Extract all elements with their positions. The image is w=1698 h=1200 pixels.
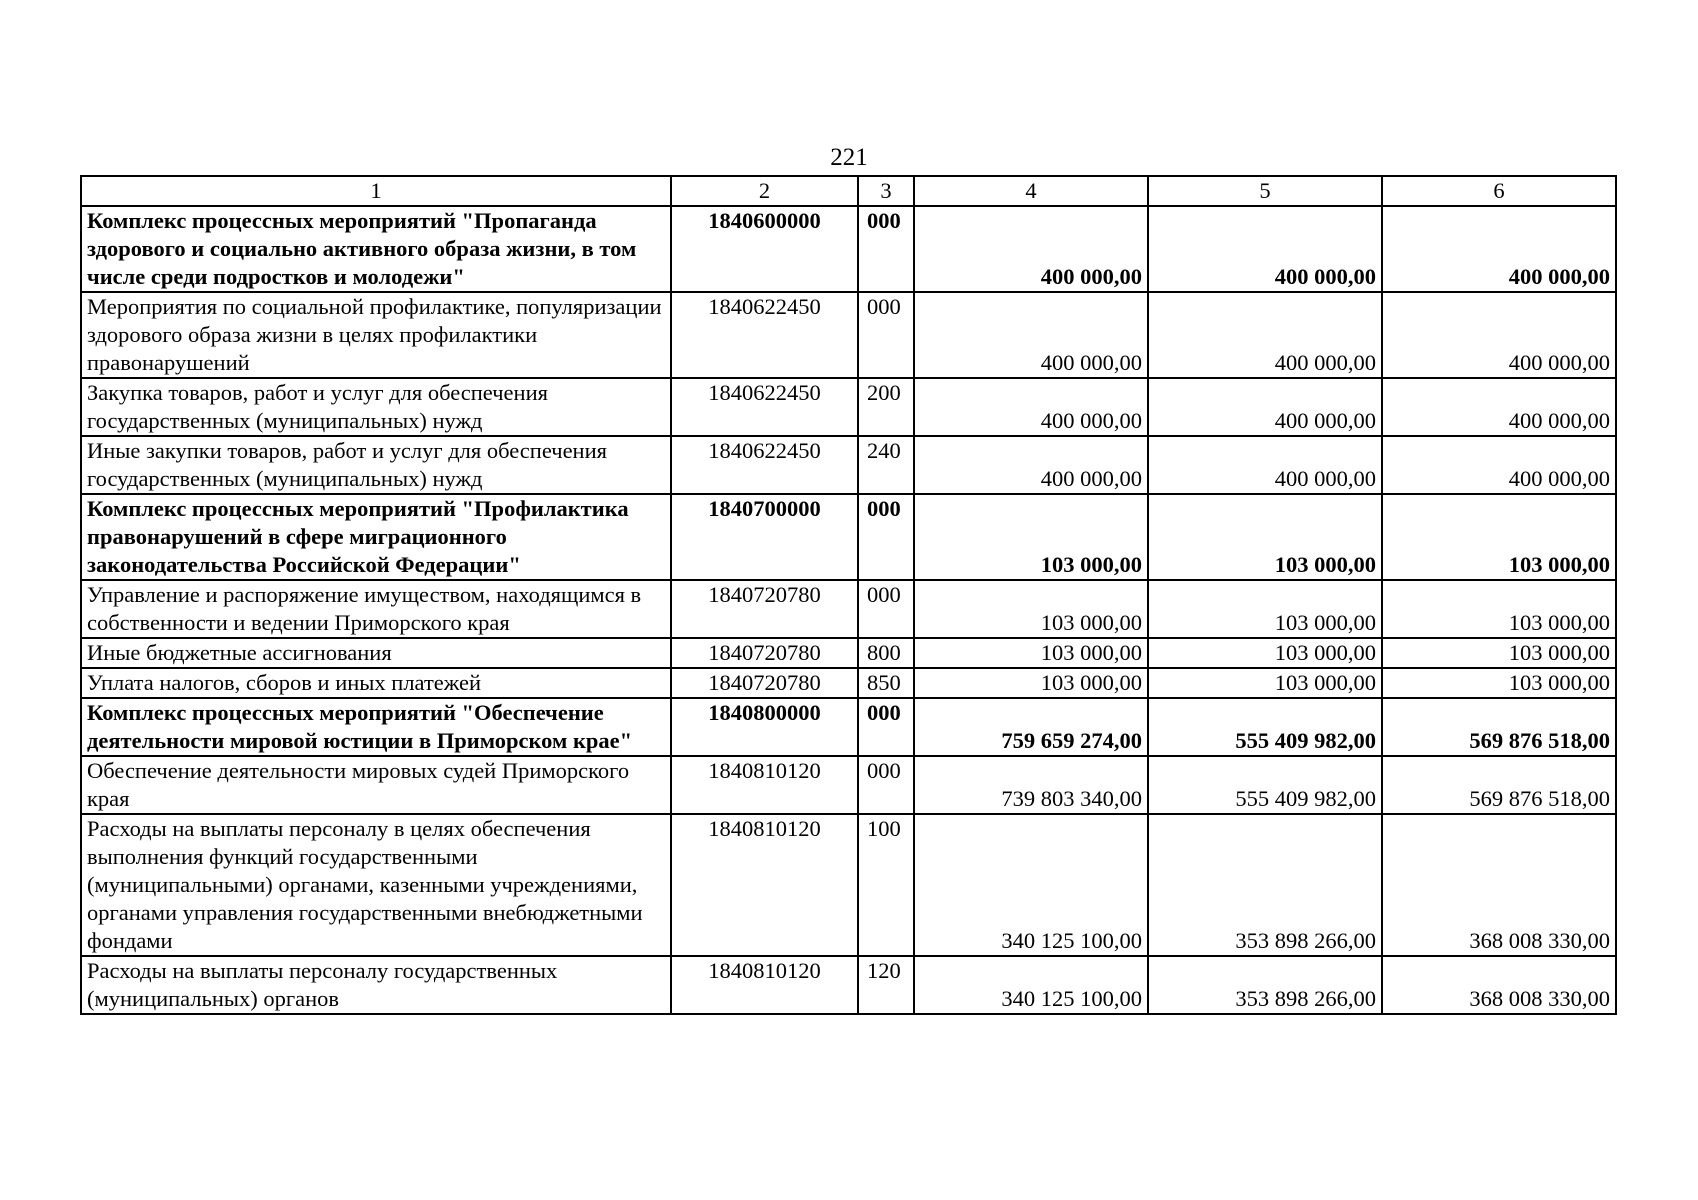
table-row bbox=[81, 378, 1616, 436]
row-expense-type: 240 bbox=[858, 436, 914, 494]
row-amount-col6: 103 000,00 bbox=[1382, 638, 1616, 668]
row-description: Мероприятия по социальной профилактике, популяризации здорового образа жизни в целях профилактики правонарушений bbox=[81, 292, 671, 378]
table-row bbox=[81, 580, 1616, 638]
table-row bbox=[81, 206, 1616, 292]
row-amount-col4: 340 125 100,00 bbox=[914, 956, 1148, 1014]
row-description: Закупка товаров, работ и услуг для обеспечения государственных (муниципальных) нужд bbox=[81, 378, 671, 436]
row-amount-col6: 569 876 518,00 bbox=[1382, 756, 1616, 814]
row-amount-col6: 400 000,00 bbox=[1382, 292, 1616, 378]
page-number: 221 bbox=[830, 144, 868, 171]
table-row bbox=[81, 638, 1616, 668]
row-amount-col5: 555 409 982,00 bbox=[1148, 756, 1382, 814]
row-expense-type: 000 bbox=[858, 698, 914, 756]
row-description: Иные бюджетные ассигнования bbox=[81, 638, 671, 668]
row-amount-col5: 353 898 266,00 bbox=[1148, 814, 1382, 956]
row-target-code: 1840720780 bbox=[671, 638, 858, 668]
table-row bbox=[81, 668, 1616, 698]
row-amount-col4: 103 000,00 bbox=[914, 668, 1148, 698]
row-expense-type: 000 bbox=[858, 206, 914, 292]
column-number-row bbox=[81, 176, 1616, 206]
row-description: Управление и распоряжение имуществом, находящимся в собственности и ведении Приморского края bbox=[81, 580, 671, 638]
row-expense-type: 200 bbox=[858, 378, 914, 436]
row-amount-col6: 103 000,00 bbox=[1382, 580, 1616, 638]
table-row bbox=[81, 292, 1616, 378]
row-amount-col4: 103 000,00 bbox=[914, 580, 1148, 638]
row-amount-col5: 103 000,00 bbox=[1148, 668, 1382, 698]
row-amount-col4: 400 000,00 bbox=[914, 436, 1148, 494]
row-amount-col5: 103 000,00 bbox=[1148, 638, 1382, 668]
row-target-code: 1840622450 bbox=[671, 292, 858, 378]
row-target-code: 1840810120 bbox=[671, 814, 858, 956]
row-amount-col5: 103 000,00 bbox=[1148, 580, 1382, 638]
row-description: Обеспечение деятельности мировых судей Приморского края bbox=[81, 756, 671, 814]
row-amount-col5: 103 000,00 bbox=[1148, 494, 1382, 580]
table-row bbox=[81, 436, 1616, 494]
row-target-code: 1840800000 bbox=[671, 698, 858, 756]
row-amount-col5: 353 898 266,00 bbox=[1148, 956, 1382, 1014]
row-target-code: 1840622450 bbox=[671, 378, 858, 436]
row-expense-type: 100 bbox=[858, 814, 914, 956]
row-amount-col4: 103 000,00 bbox=[914, 638, 1148, 668]
row-expense-type: 000 bbox=[858, 756, 914, 814]
row-description: Уплата налогов, сборов и иных платежей bbox=[81, 668, 671, 698]
column-number-1: 1 bbox=[81, 176, 671, 206]
column-number-2: 2 bbox=[671, 176, 858, 206]
column-number-4: 4 bbox=[914, 176, 1148, 206]
row-amount-col5: 400 000,00 bbox=[1148, 292, 1382, 378]
row-description: Расходы на выплаты персоналу государственных (муниципальных) органов bbox=[81, 956, 671, 1014]
budget-table bbox=[80, 175, 1617, 1015]
row-amount-col4: 400 000,00 bbox=[914, 206, 1148, 292]
row-amount-col6: 400 000,00 bbox=[1382, 206, 1616, 292]
row-amount-col6: 103 000,00 bbox=[1382, 494, 1616, 580]
row-amount-col5: 400 000,00 bbox=[1148, 206, 1382, 292]
table-row bbox=[81, 494, 1616, 580]
row-amount-col5: 400 000,00 bbox=[1148, 378, 1382, 436]
row-expense-type: 120 bbox=[858, 956, 914, 1014]
row-amount-col4: 759 659 274,00 bbox=[914, 698, 1148, 756]
column-number-5: 5 bbox=[1148, 176, 1382, 206]
row-expense-type: 000 bbox=[858, 494, 914, 580]
row-target-code: 1840600000 bbox=[671, 206, 858, 292]
row-amount-col4: 340 125 100,00 bbox=[914, 814, 1148, 956]
row-description: Комплекс процессных мероприятий "Профилактика правонарушений в сфере миграционного законодательства Российской Федерации" bbox=[81, 494, 671, 580]
row-expense-type: 000 bbox=[858, 292, 914, 378]
table-row bbox=[81, 956, 1616, 1014]
row-amount-col4: 400 000,00 bbox=[914, 378, 1148, 436]
row-target-code: 1840720780 bbox=[671, 668, 858, 698]
row-amount-col4: 103 000,00 bbox=[914, 494, 1148, 580]
row-expense-type: 850 bbox=[858, 668, 914, 698]
row-amount-col6: 103 000,00 bbox=[1382, 668, 1616, 698]
table-row bbox=[81, 698, 1616, 756]
table-row bbox=[81, 814, 1616, 956]
row-expense-type: 800 bbox=[858, 638, 914, 668]
row-amount-col4: 400 000,00 bbox=[914, 292, 1148, 378]
row-description: Иные закупки товаров, работ и услуг для обеспечения государственных (муниципальных) нужд bbox=[81, 436, 671, 494]
budget-table-body bbox=[81, 176, 1616, 1014]
row-amount-col5: 400 000,00 bbox=[1148, 436, 1382, 494]
column-number-3: 3 bbox=[858, 176, 914, 206]
row-amount-col6: 400 000,00 bbox=[1382, 436, 1616, 494]
row-amount-col6: 368 008 330,00 bbox=[1382, 956, 1616, 1014]
column-number-6: 6 bbox=[1382, 176, 1616, 206]
row-description: Комплекс процессных мероприятий "Пропаганда здорового и социально активного образа жизни, в том числе среди подростков и молодежи" bbox=[81, 206, 671, 292]
row-description: Комплекс процессных мероприятий "Обеспечение деятельности мировой юстиции в Приморском крае" bbox=[81, 698, 671, 756]
row-target-code: 1840810120 bbox=[671, 756, 858, 814]
table-row bbox=[81, 756, 1616, 814]
row-target-code: 1840810120 bbox=[671, 956, 858, 1014]
row-amount-col6: 569 876 518,00 bbox=[1382, 698, 1616, 756]
row-amount-col5: 555 409 982,00 bbox=[1148, 698, 1382, 756]
row-amount-col6: 400 000,00 bbox=[1382, 378, 1616, 436]
row-description: Расходы на выплаты персоналу в целях обеспечения выполнения функций государственными (муниципальными) органами, казенными учреждениями, органами управления государственными внебюджетными фондами bbox=[81, 814, 671, 956]
row-amount-col4: 739 803 340,00 bbox=[914, 756, 1148, 814]
row-target-code: 1840700000 bbox=[671, 494, 858, 580]
row-expense-type: 000 bbox=[858, 580, 914, 638]
row-amount-col6: 368 008 330,00 bbox=[1382, 814, 1616, 956]
row-target-code: 1840720780 bbox=[671, 580, 858, 638]
row-target-code: 1840622450 bbox=[671, 436, 858, 494]
